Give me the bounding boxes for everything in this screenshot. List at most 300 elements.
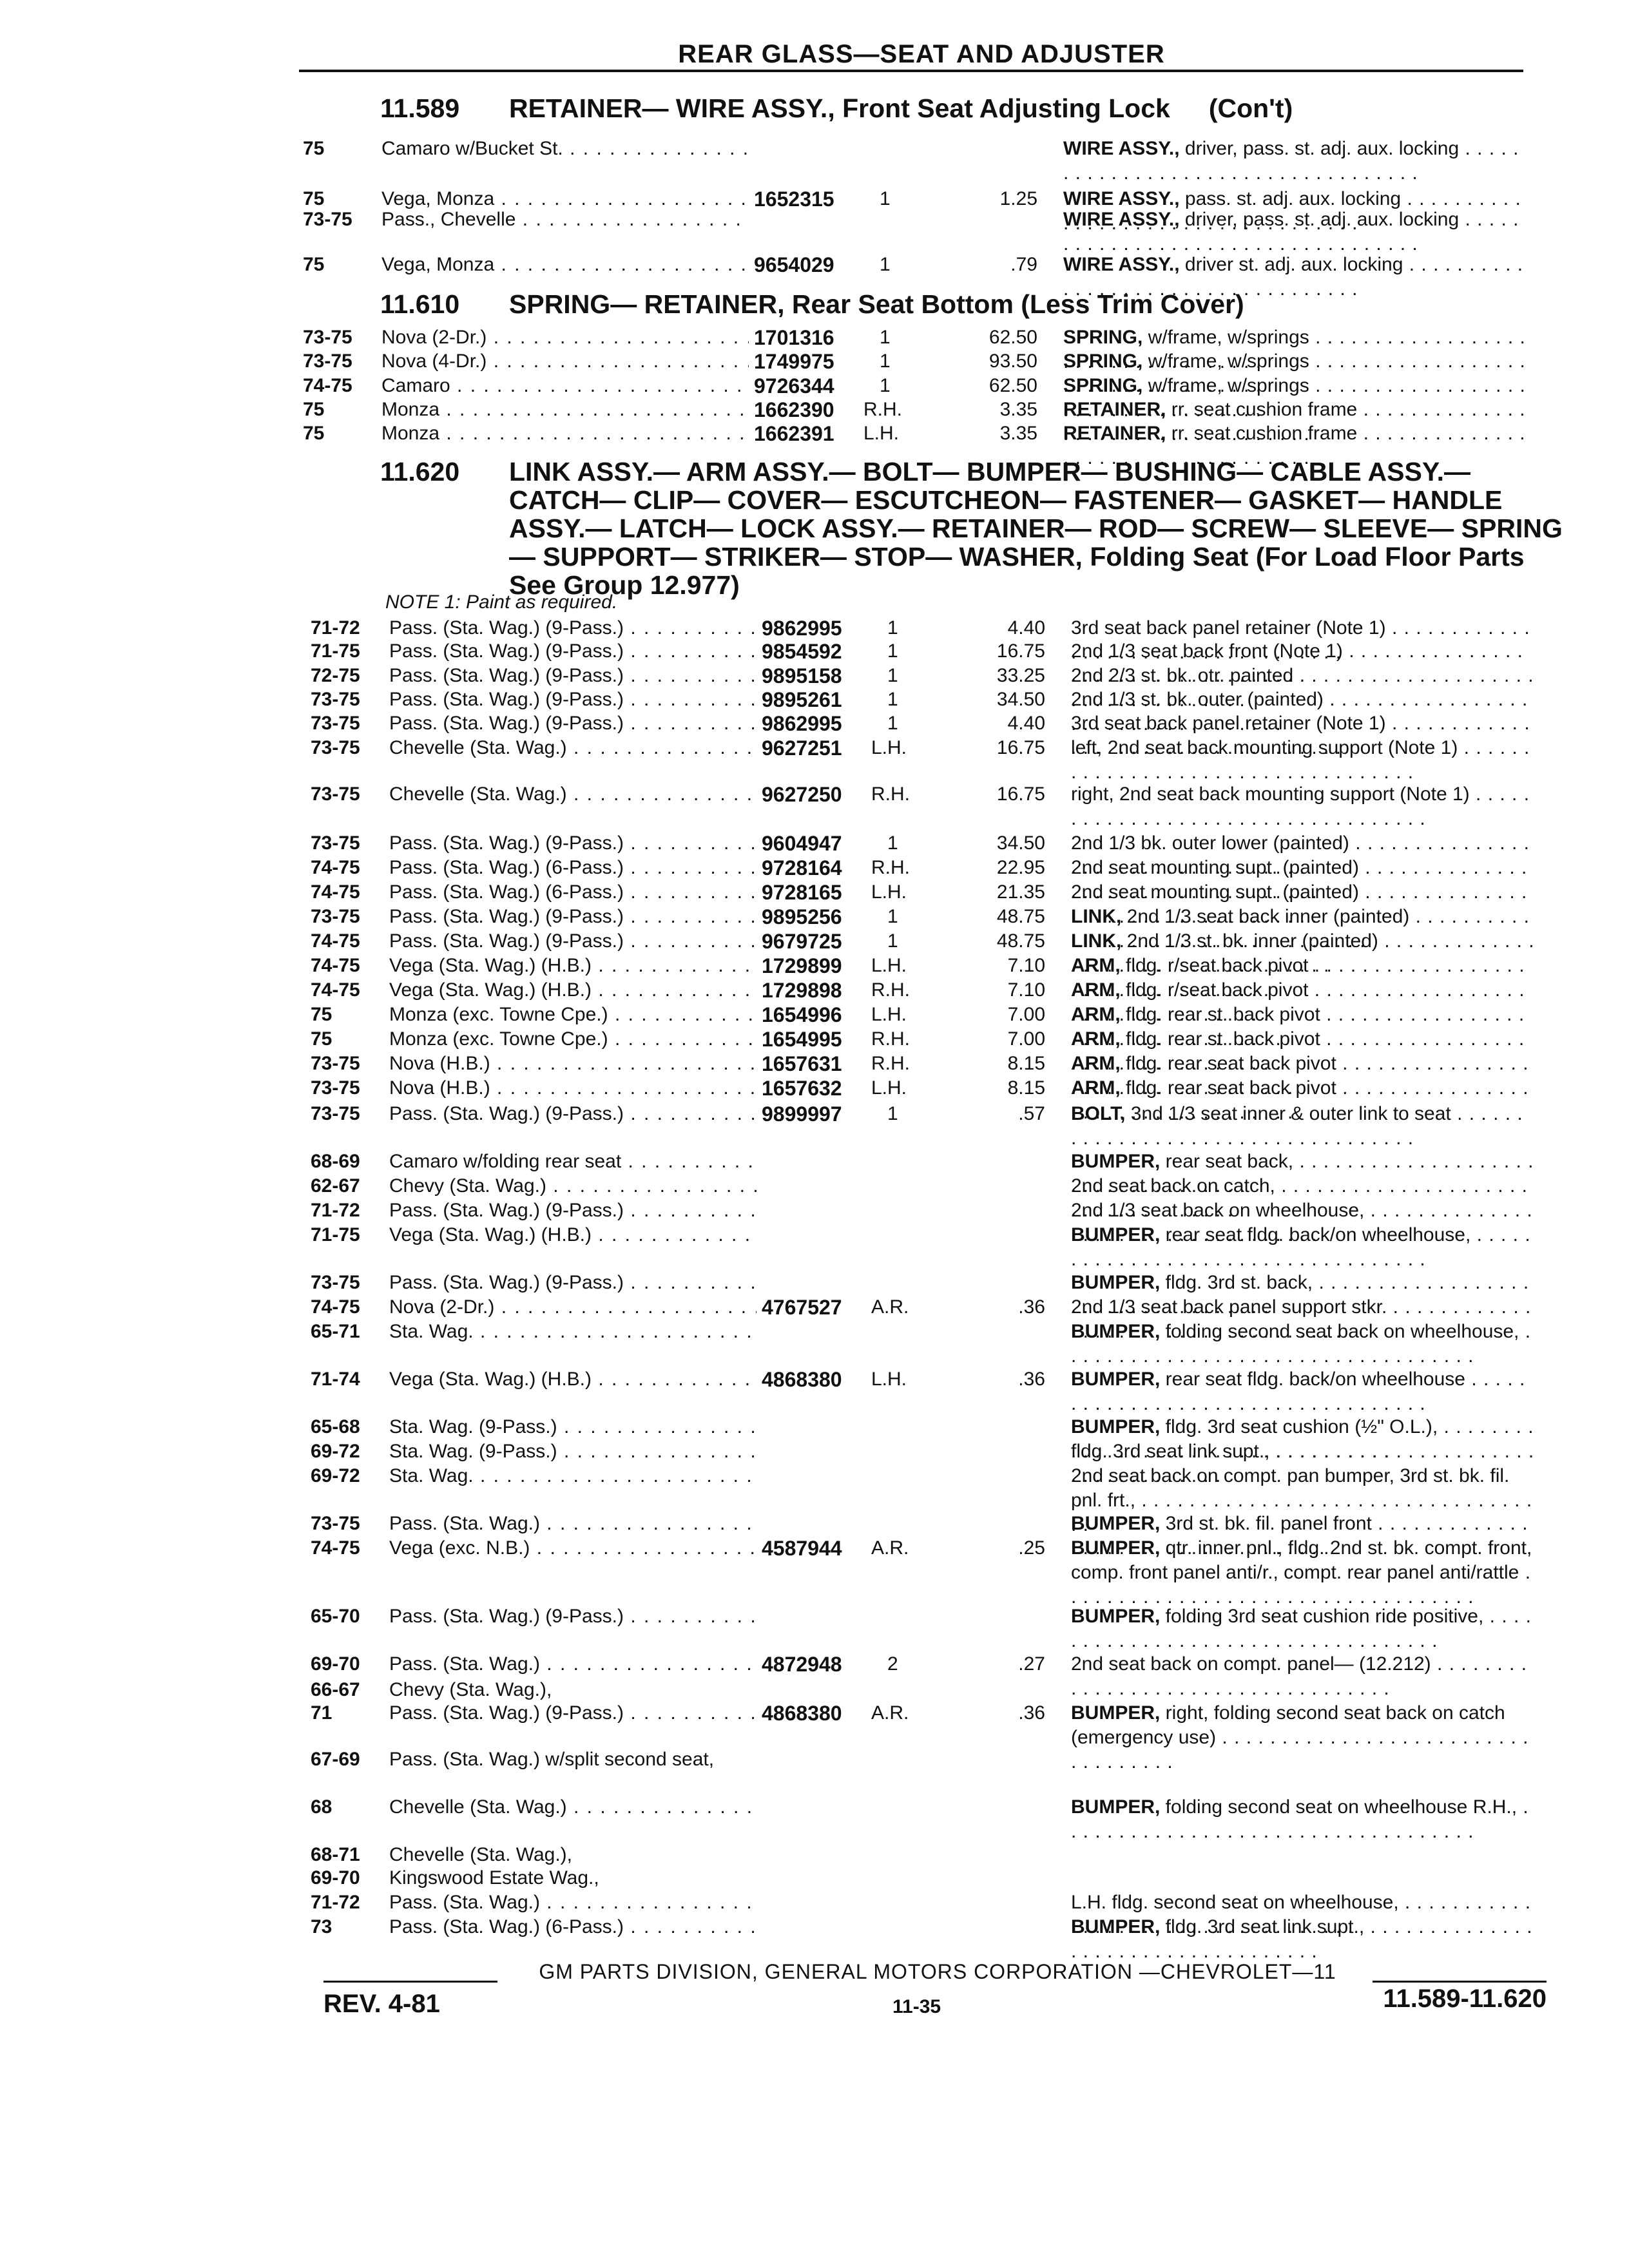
description-text: 2nd 1/3 seat back front (Note 1) . . . [1071,640,1523,686]
model-name: Vega (Sta. Wag.) (H.B.) . . . [389,1223,757,1247]
description-text: 2nd 1/3 seat back inner (painted) . . . [1071,906,1530,952]
table-row [8,1271,1629,1296]
table-row [8,1890,1629,1916]
quantity: 1 [887,665,898,686]
table-row [0,207,1629,233]
part-type: WIRE ASSY., [1063,254,1180,275]
part-type: LINK, [1071,930,1122,952]
quantity: A.R. [871,1537,909,1559]
model-name: Monza (exc. Towne Cpe.) . . . [389,1027,757,1052]
part-number: 9604947 [762,832,842,855]
table-row [8,687,1629,713]
part-number: 9862995 [762,617,842,640]
description-text: rr. seat cushion frame . . . [1063,399,1526,445]
year-range: 71-72 [311,617,360,639]
quantity: L.H. [871,881,907,903]
part-type: ARM, [1071,955,1121,976]
price: .36 [1018,1369,1045,1390]
year-range: 75 [303,138,325,159]
year-range: 73-75 [311,1272,360,1293]
model-name: Pass. (Sta. Wag.) . . . [389,1652,757,1677]
year-range: 72-75 [311,665,360,686]
table-row [8,782,1629,808]
description-text: rear seat fldg. back/on wheelhouse . . . [1071,1369,1525,1414]
model-name: Camaro . . . [381,374,749,398]
part-description [1071,1604,1535,1653]
model-name: Pass. (Sta. Wag.) (9-Pass.) . . . [389,639,757,664]
part-description [1071,1536,1535,1610]
part-type: WIRE ASSY., [1063,138,1180,159]
description-text: 3nd 1/3 seat inner & outer link to seat . . . [1071,1103,1523,1149]
price: 93.50 [988,351,1037,372]
part-number: 9854592 [762,640,842,663]
year-range: 73-75 [311,783,360,805]
model-name: Monza . . . [381,398,749,422]
model-name: Monza (exc. Towne Cpe.) . . . [389,1003,757,1027]
model-name: Pass. (Sta. Wag.) (9-Pass.) . . . [389,1102,757,1126]
year-range: 73-75 [311,832,360,854]
part-number: 1729898 [762,979,842,1002]
footer-page-number: 11-35 [892,1996,941,2017]
section-number: 11.610 [380,289,460,319]
model-name: Pass. (Sta. Wag.) (9-Pass.) . . . [389,664,757,688]
section-continued: (Con't) [1208,93,1293,123]
year-range: 75 [303,399,325,420]
table-row [8,1604,1629,1630]
price: .25 [1018,1537,1045,1559]
part-type: SPRING, [1063,351,1143,372]
description-text: driver, pass. st. adj. aux. locking . . . [1063,138,1519,184]
part-type: RETAINER, [1063,399,1166,420]
price: 48.75 [996,906,1045,927]
model-name: Camaro w/folding rear seat . . . [389,1149,757,1174]
part-number: 9728164 [762,856,842,879]
section-title: LINK ASSY.— ARM ASSY.— BOLT— BUMPER— BUSHING— CABLE ASSY.— CATCH— CLIP— COVER— ESCUTCHEON— FASTENER— GASKET— HANDLE ASSY.— LATCH— LOCK ASSY.— RETAINER— ROD— SCREW— SLEEVE— SPRING— SUPPORT— STRIKER— STOP— WASHER, Folding Seat (For Load Floor Parts See Group 12.977) [509,457,1563,600]
description-text: folding second seat back on wheelhouse, . . . [1071,1321,1531,1367]
quantity: L.H. [871,1369,907,1390]
year-range: 73-75 [303,351,352,372]
table-row [0,421,1629,447]
part-type: LINK, [1071,906,1122,927]
description-text: 3rd st. bk. fil. panel front . . . [1071,1513,1528,1559]
part-type: BUMPER, [1071,1272,1161,1293]
year-range: 71-75 [311,640,360,662]
year-range: 65-71 [311,1321,360,1342]
part-description [1071,1223,1535,1272]
model-name: Chevelle (Sta. Wag.) . . . [389,736,757,760]
price: 16.75 [996,783,1045,805]
model-name: Pass. (Sta. Wag.) (6-Pass.) . . . [389,856,757,880]
year-range: 74-75 [311,881,360,903]
part-description [1071,782,1535,831]
quantity: R.H. [863,399,902,420]
description-text: driver, pass. st. adj. aux. locking . . . [1063,209,1519,255]
quantity: 1 [887,713,898,734]
model-name: Sta. Wag. (9-Pass.) . . . [389,1439,757,1464]
part-type: BUMPER, [1071,1416,1161,1437]
part-number: 1662390 [754,398,834,421]
description-text: 2nd 1/3 seat back on wheelhouse, . . . [1071,1200,1533,1245]
table-row [0,349,1629,375]
description-text: right, folding second seat back on catch (emergency use) . . . [1071,1702,1529,1773]
table-row [8,1439,1629,1465]
quantity: 1 [887,832,898,854]
section-number: 11.620 [380,457,460,486]
section-heading-11-589 [380,94,1293,122]
year-range: 71 [311,1702,333,1724]
description-text: fldg. rear st. back pivot . . . [1071,1004,1525,1050]
model-name: Pass. (Sta. Wag.) (9-Pass.) . . . [389,616,757,640]
description-text: fldg. 3rd seat cushion (½" O.L.), . . . [1071,1416,1534,1462]
price: 34.50 [996,832,1045,854]
quantity: A.R. [871,1296,909,1318]
quantity: L.H. [871,737,907,758]
model-name: Chevelle (Sta. Wag.) . . . [389,782,757,807]
description-text: w/frame, w/springs . . . [1063,351,1526,396]
model-name: Nova (2-Dr.) . . . [389,1295,757,1320]
description-text: 2nd 2/3 st. bk. otr. painted . . . [1071,665,1534,711]
year-range: 67-69 [311,1749,360,1770]
table-row [8,1223,1629,1249]
model-name: Pass. (Sta. Wag.) (9-Pass.) . . . [389,1701,757,1725]
description-text: left, 2nd seat back mounting support (Note 1) . . . [1071,737,1530,783]
model-name: Chevy (Sta. Wag.) . . . [389,1174,757,1198]
description-text: 2nd 1/3 st. bk. inner (painted) . . . [1071,930,1535,976]
description-text: 2nd seat back on compt. pan bumper, 3rd st. bk. fil. pnl. frt., . . . [1071,1465,1532,1535]
year-range: 73-75 [303,327,352,348]
part-type: ARM, [1071,1028,1121,1050]
part-number: 9895256 [762,905,842,928]
year-range: 73-75 [303,209,352,230]
part-description [1071,1367,1535,1416]
description-text: fldg. 3rd st. back, . . . [1071,1272,1529,1318]
table-row [8,1464,1629,1511]
part-number: 9895158 [762,664,842,687]
part-description [1071,736,1535,785]
price: .36 [1018,1296,1045,1318]
part-number: 9627250 [762,783,842,806]
part-type: WIRE ASSY., [1063,188,1180,209]
table-row [8,736,1629,762]
description-text: folding second seat on wheelhouse R.H., . . . [1071,1796,1529,1842]
table-row [0,137,1629,162]
part-description [1063,137,1527,186]
price: .57 [1018,1103,1045,1124]
description-text: qtr. inner pnl., fldg. 2nd st. bk. compt. front, comp. front panel anti/r., compt. rear panel anti/rattle . . . [1071,1537,1532,1608]
model-name: Nova (H.B.) . . . [389,1076,757,1100]
table-row [8,1747,1629,1773]
year-range: 73-75 [311,1103,360,1124]
description-text: 2nd 1/3 seat back panel support stkr. . . . [1071,1296,1531,1342]
year-range: 71-72 [311,1200,360,1221]
year-range: 74-75 [311,1537,360,1559]
description-text: fldg. rear seat back pivot . . . [1071,1053,1529,1099]
part-number: 9895261 [762,688,842,711]
year-range: 71-75 [311,1224,360,1245]
table-row [0,398,1629,423]
model-name: Pass. (Sta. Wag.) . . . [389,1512,757,1536]
table-row [8,1915,1629,1941]
part-number: 1662391 [754,422,834,445]
footer-section-range: 11.589-11.620 [1383,1984,1547,2013]
part-number: 4587944 [762,1537,842,1560]
part-number: 9679725 [762,930,842,953]
price: 16.75 [996,640,1045,662]
table-row [8,880,1629,906]
year-range: 69-72 [311,1441,360,1462]
description-text: fldg. 3rd seat link supt., . . . [1071,1916,1533,1962]
model-name: Vega (Sta. Wag.) (H.B.) . . . [389,978,757,1003]
table-row [8,831,1629,857]
description-text: fldg. r/seat back pivot . . . [1071,955,1525,1001]
table-row [8,905,1629,930]
price: 21.35 [996,881,1045,903]
table-row [8,1512,1629,1537]
part-type: SPRING, [1063,327,1143,348]
price: 1.25 [999,188,1037,209]
description-text: pass. st. adj. aux. locking . . . [1063,188,1521,234]
model-name: Nova (H.B.) . . . [389,1052,757,1076]
year-range: 73-75 [311,1077,360,1099]
part-type: BUMPER, [1071,1702,1161,1724]
description-text: rear seat fldg. back/on wheelhouse, . . . [1071,1224,1531,1270]
model-name: Vega (Sta. Wag.) (H.B.) . . . [389,1367,757,1392]
footer-rule-left [323,1981,497,1983]
price: 8.15 [1007,1077,1045,1099]
model-name: Sta. Wag. . . . [389,1320,757,1344]
part-number: 9654029 [754,253,834,276]
year-range: 69-70 [311,1867,360,1888]
year-range: 73-75 [311,737,360,758]
part-type: BUMPER, [1071,1537,1161,1559]
part-description [1071,1102,1535,1151]
model-name: Pass. (Sta. Wag.) (9-Pass.) . . . [389,711,757,736]
table-row [8,1295,1629,1321]
model-name: Camaro w/Bucket St. . . . [381,137,749,161]
description-text: 3rd seat back panel retainer (Note 1) . . . [1071,713,1530,758]
table-row [8,1795,1629,1821]
table-row [8,1102,1629,1128]
price: 62.50 [988,327,1037,348]
quantity: L.H. [871,1004,907,1025]
table-row [8,978,1629,1004]
table-row [8,1149,1629,1175]
quantity: 1 [880,327,891,348]
year-range: 71-72 [311,1892,360,1913]
part-type: BUMPER, [1071,1513,1161,1534]
year-range: 74-75 [311,1296,360,1318]
table-row [8,1701,1629,1748]
table-row [0,374,1629,399]
part-number: 9728165 [762,881,842,904]
price: 7.10 [1007,979,1045,1001]
table-row [8,711,1629,737]
section-heading-11-610 [380,290,1244,318]
year-range: 62-67 [311,1175,360,1196]
year-range: 74-75 [311,979,360,1001]
table-row [8,856,1629,881]
year-range: 73 [311,1916,333,1937]
quantity: 1 [880,375,891,396]
model-name: Monza . . . [381,421,749,446]
description-text: right, 2nd seat back mounting support (Note 1) . . . [1071,783,1530,829]
year-range: 65-68 [311,1416,360,1437]
part-description [1063,207,1527,256]
part-type: RETAINER, [1063,423,1166,444]
year-range: 73-75 [311,906,360,927]
year-range: 68 [311,1796,333,1818]
year-range: 73-75 [311,1513,360,1534]
part-number: 9726344 [754,374,834,398]
description-text: w/frame, w/springs . . . [1063,327,1526,372]
part-number: 1701316 [754,326,834,349]
footer-publisher: GM PARTS DIVISION, GENERAL MOTORS CORPORATION —CHEVROLET—11 [539,1960,1336,1983]
model-name: Pass. (Sta. Wag.) (9-Pass.) . . . [389,1604,757,1629]
model-name: Pass. (Sta. Wag.) (9-Pass.) . . . [389,1271,757,1295]
table-row [8,1320,1629,1345]
model-name: Pass. (Sta. Wag.) (9-Pass.) . . . [389,687,757,712]
section-title: SPRING— RETAINER, Rear Seat Bottom (Less Trim Cover) [509,289,1244,319]
price: 16.75 [996,737,1045,758]
description-text: 2nd seat mounting supt. (painted) . . . [1071,881,1527,927]
model-name: Pass. (Sta. Wag.) (9-Pass.) . . . [389,929,757,954]
part-type: ARM, [1071,1053,1121,1074]
price: 48.75 [996,930,1045,952]
footer-revision: REV. 4-81 [323,1990,440,2018]
table-row [8,1678,1629,1704]
year-range: 74-75 [303,375,352,396]
table-row [8,929,1629,955]
model-name: Sta. Wag. (9-Pass.) . . . [389,1415,757,1439]
part-number: 1654996 [762,1003,842,1026]
table-row [8,1866,1629,1892]
model-name: Vega, Monza . . . [381,253,749,277]
year-range: 66-67 [311,1679,360,1700]
table-row [8,1076,1629,1102]
quantity: 1 [880,351,891,372]
part-type: BUMPER, [1071,1796,1161,1818]
model-name: Pass. (Sta. Wag.) (6-Pass.) . . . [389,1915,757,1939]
model-name: Chevelle (Sta. Wag.) . . . [389,1795,757,1820]
price: 34.50 [996,689,1045,710]
description-text: driver st. adj. aux. locking . . . [1063,254,1523,300]
year-range: 75 [311,1004,333,1025]
quantity: L.H. [871,955,907,976]
year-range: 74-75 [311,955,360,976]
table-row [8,954,1629,979]
table-row [8,1536,1629,1583]
year-range: 73-75 [311,1053,360,1074]
description-text: fldg. rear st. back pivot . . . [1071,1028,1525,1074]
year-range: 73-75 [311,689,360,710]
description-text: 2nd 1/3 st. bk. outer (painted) . . . [1071,689,1528,735]
year-range: 74-75 [311,857,360,878]
year-range: 75 [303,254,325,275]
quantity: 2 [887,1653,898,1675]
quantity: R.H. [871,1028,910,1050]
part-number: 9627251 [762,736,842,760]
price: .79 [1010,254,1037,275]
year-range: 68-71 [311,1844,360,1865]
part-number: 1657632 [762,1077,842,1100]
quantity: R.H. [871,857,910,878]
model-name: Sta. Wag. . . . [389,1464,757,1488]
model-name: Vega (exc. N.B.) . . . [389,1536,757,1561]
table-row [8,1052,1629,1077]
table-row [8,1415,1629,1441]
year-range: 65-70 [311,1606,360,1627]
model-name: Chevelle (Sta. Wag.), [389,1844,572,1865]
price: 33.25 [996,665,1045,686]
quantity: R.H. [871,1053,910,1074]
page-header-title: REAR GLASS—SEAT AND ADJUSTER [678,40,1165,68]
part-number: 4868380 [762,1702,842,1725]
quantity: 1 [887,689,898,710]
quantity: L.H. [871,1077,907,1099]
description-text: w/frame, w/springs . . . [1063,375,1526,421]
model-name: Vega (Sta. Wag.) (H.B.) . . . [389,954,757,978]
section-heading-11-620 [380,457,1563,600]
part-description [1071,1320,1535,1369]
year-range: 71-74 [311,1369,360,1390]
price: 8.15 [1007,1053,1045,1074]
year-range: 69-70 [311,1653,360,1675]
part-number: 1657631 [762,1052,842,1075]
header-rule [299,70,1523,72]
part-number: 1749975 [754,350,834,373]
table-row [8,1174,1629,1200]
quantity: 1 [887,1103,898,1124]
table-row [8,1652,1629,1678]
part-number: 4872948 [762,1653,842,1676]
model-name: Pass., Chevelle . . . [381,207,749,232]
description-text: rr. seat cushion frame . . . [1063,423,1526,468]
part-type: ARM, [1071,979,1121,1001]
year-range: 73-75 [311,713,360,734]
part-number: 1729899 [762,954,842,977]
part-type: ARM, [1071,1077,1121,1099]
table-row [8,1003,1629,1028]
part-type: BUMPER, [1071,1606,1161,1627]
quantity: R.H. [871,979,910,1001]
quantity: 1 [887,640,898,662]
price: 4.40 [1007,617,1045,639]
year-range: 75 [303,188,325,209]
model-name: Vega, Monza . . . [381,187,749,211]
section-note: NOTE 1: Paint as required. [385,591,618,613]
model-name: Nova (4-Dr.) . . . [381,349,749,374]
section-title: RETAINER— WIRE ASSY., Front Seat Adjusting Lock [509,93,1170,123]
part-number: 4868380 [762,1368,842,1391]
year-range: 69-72 [311,1465,360,1486]
price: 7.00 [1007,1028,1045,1050]
part-type: BUMPER, [1071,1369,1161,1390]
part-number: 4767527 [762,1296,842,1319]
description-text: fldg. 3rd seat link supt., . . . [1071,1441,1534,1486]
price: 7.10 [1007,955,1045,976]
description-text: 3rd seat back panel retainer (Note 1) . . . [1071,617,1530,663]
table-row [8,1027,1629,1053]
part-description [1071,1915,1535,1964]
part-type: BUMPER, [1071,1916,1161,1937]
price: 3.35 [999,423,1037,444]
quantity: A.R. [871,1702,909,1724]
part-number: 9899997 [762,1102,842,1126]
description-text: 2nd seat mounting supt. (painted) . . . [1071,857,1527,903]
table-row [8,1367,1629,1393]
quantity: 1 [880,188,891,209]
model-name: Kingswood Estate Wag., [389,1867,599,1888]
